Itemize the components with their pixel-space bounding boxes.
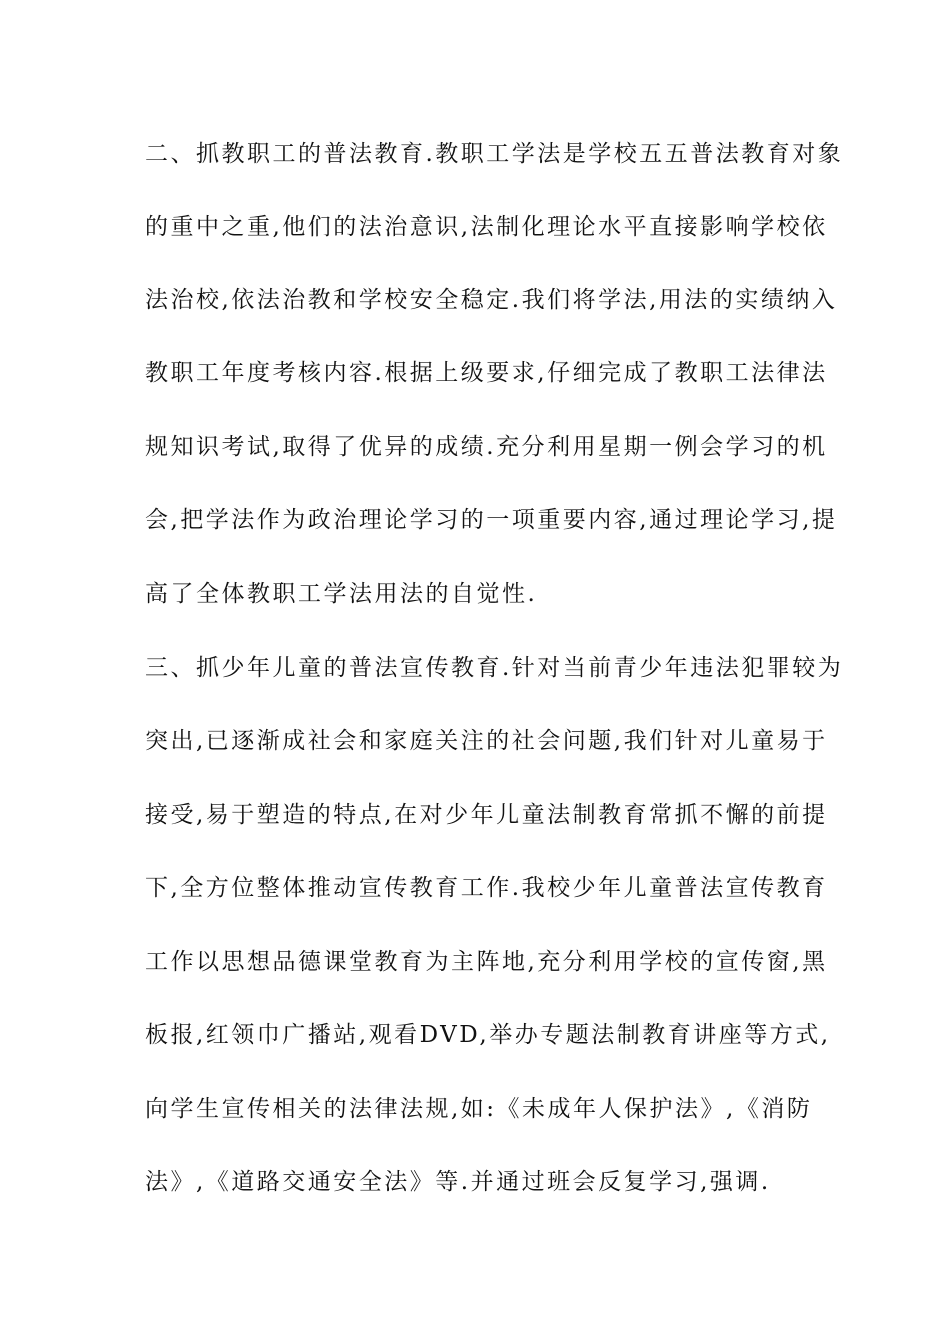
text-line: 法》,《道路交通安全法》等.并通过班会反复学习,强调.: [145, 1169, 771, 1195]
text-line: 下,全方位整体推动宣传教育工作.我校少年儿童普法宣传教育: [145, 875, 828, 901]
text-line: 突出,已逐渐成社会和家庭关注的社会问题,我们针对儿童易于: [145, 728, 828, 754]
text-line: 工作以思想品德课堂教育为主阵地,充分利用学校的宣传窗,黑: [145, 949, 828, 975]
text-line: 板报,红领巾广播站,观看DVD,举办专题法制教育讲座等方式,: [145, 1022, 831, 1048]
text-line: 教职工年度考核内容.根据上级要求,仔细完成了教职工法律法: [145, 360, 828, 386]
text-line: 向学生宣传相关的法律法规,如:《未成年人保护法》,《消防: [145, 1096, 813, 1122]
text-line: 三、抓少年儿童的普法宣传教育.针对当前青少年违法犯罪较为: [145, 655, 844, 681]
text-line: 会,把学法作为政治理论学习的一项重要内容,通过理论学习,提: [145, 507, 838, 533]
text-line: 法治校,依法治教和学校安全稳定.我们将学法,用法的实绩纳入: [145, 287, 838, 313]
text-line: 二、抓教职工的普法教育.教职工学法是学校五五普法教育对象: [145, 141, 844, 167]
text-line: 规知识考试,取得了优异的成绩.充分利用星期一例会学习的机: [145, 434, 828, 460]
text-line: 接受,易于塑造的特点,在对少年儿童法制教育常抓不懈的前提: [145, 802, 828, 828]
text-line: 高了全体教职工学法用法的自觉性.: [145, 581, 538, 607]
text-line: 的重中之重,他们的法治意识,法制化理论水平直接影响学校依: [145, 214, 828, 240]
